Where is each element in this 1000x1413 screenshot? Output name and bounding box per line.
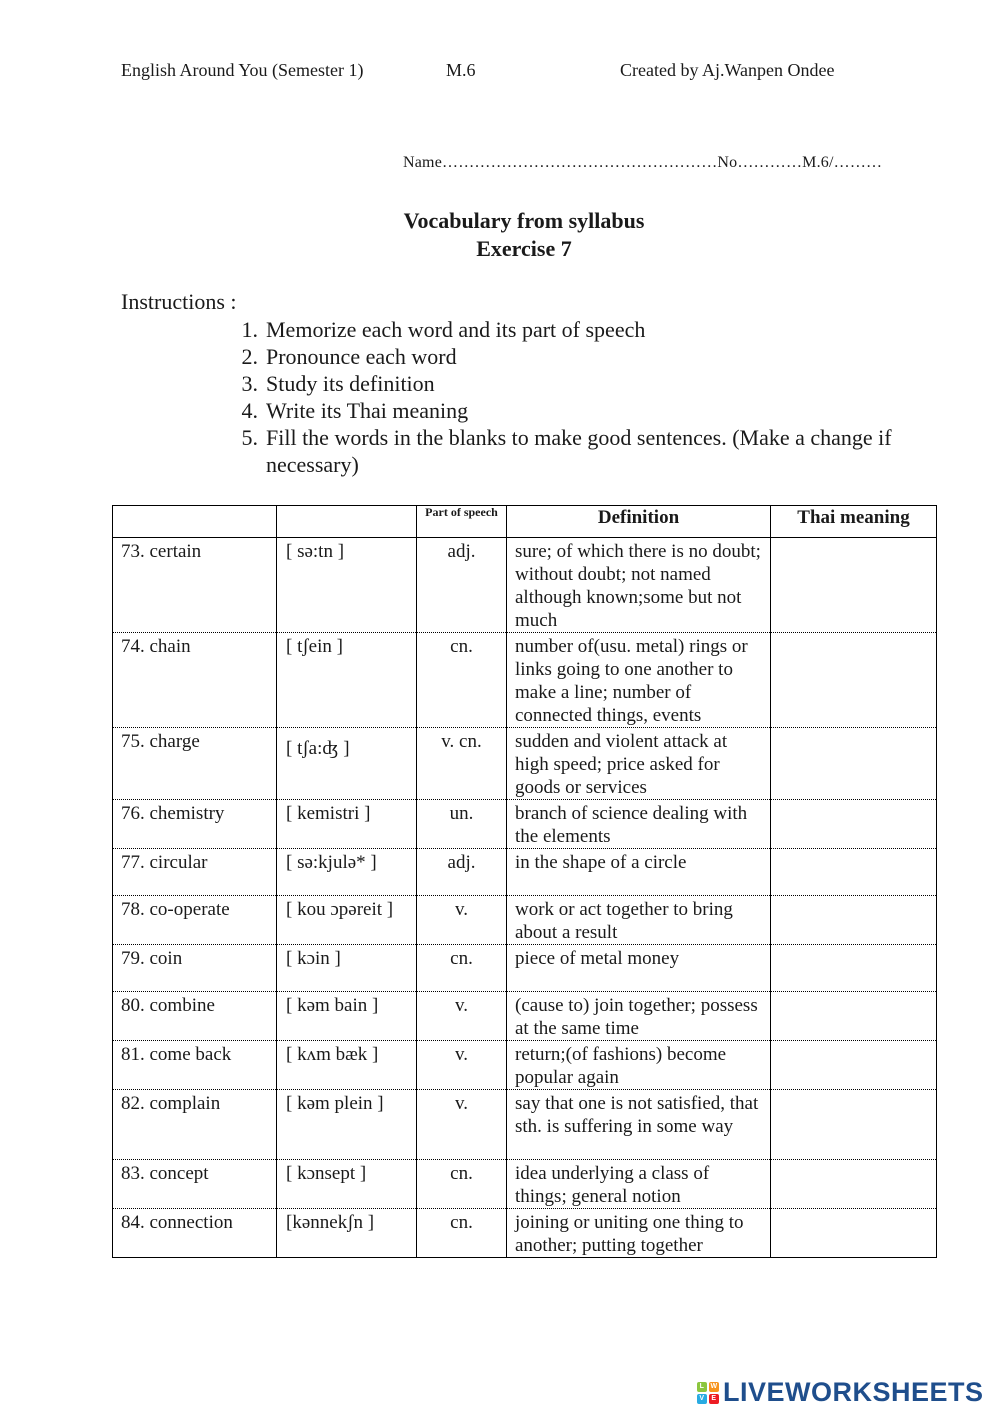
instructions-label: Instructions : (121, 289, 237, 314)
word-cell: 77. circular (113, 849, 277, 896)
word-cell: 75. charge (113, 728, 277, 800)
header-phonetic (277, 506, 417, 538)
part-of-speech-cell: adj. (417, 849, 507, 896)
part-of-speech-cell: adj. (417, 538, 507, 633)
table-row (113, 1209, 937, 1258)
thai-meaning-cell[interactable] (771, 1090, 937, 1160)
header-level: M.6 (446, 60, 476, 80)
table-row (113, 849, 937, 896)
word-cell: 78. co-operate (113, 896, 277, 945)
table-row (113, 633, 937, 728)
phonetic-cell: [ tʃa:ʤ ] (277, 728, 417, 800)
thai-meaning-cell[interactable] (771, 1160, 937, 1209)
instruction-number: 2. (241, 344, 258, 369)
phonetic-cell: [ tʃein ] (277, 633, 417, 728)
word-cell: 74. chain (113, 633, 277, 728)
definition-cell: piece of metal money (507, 945, 771, 992)
logo-mark-letter: L (697, 1382, 707, 1392)
phonetic-cell: [ kəm bain ] (277, 992, 417, 1041)
thai-meaning-cell[interactable] (771, 992, 937, 1041)
header-part-of-speech: Part of speech (417, 506, 507, 538)
logo-mark-letter: E (709, 1394, 719, 1404)
page-subtitle: Exercise 7 (476, 236, 572, 261)
part-of-speech-cell: v. (417, 1041, 507, 1090)
word-cell: 80. combine (113, 992, 277, 1041)
header-course: English Around You (Semester 1) (121, 60, 364, 80)
definition-cell: return;(of fashions) become popular again (507, 1041, 771, 1090)
part-of-speech-cell: cn. (417, 633, 507, 728)
definition-cell: work or act together to bring about a result (507, 896, 771, 945)
liveworksheets-logo-icon (697, 1382, 719, 1404)
instructions-list (232, 316, 932, 478)
table-row (113, 800, 937, 849)
word-cell: 79. coin (113, 945, 277, 992)
header-thai-meaning: Thai meaning (771, 506, 937, 538)
definition-cell: joining or uniting one thing to another; putting together (507, 1209, 771, 1258)
thai-meaning-cell[interactable] (771, 945, 937, 992)
word-cell: 73. certain (113, 538, 277, 633)
instruction-number: 4. (241, 398, 258, 423)
definition-cell: sudden and violent attack at high speed; price asked for goods or services (507, 728, 771, 800)
phonetic-cell: [ kəm plein ] (277, 1090, 417, 1160)
vocabulary-table (112, 505, 937, 1258)
instruction-number: 3. (241, 371, 258, 396)
phonetic-cell: [ sə:kjulə* ] (277, 849, 417, 896)
table-row (113, 728, 937, 800)
thai-meaning-cell[interactable] (771, 538, 937, 633)
header-definition: Definition (507, 506, 771, 538)
instruction-number: 1. (241, 317, 258, 342)
logo-mark-letter: W (710, 1382, 718, 1390)
instruction-item (232, 316, 932, 343)
instruction-text: Study its definition (266, 371, 435, 396)
thai-meaning-cell[interactable] (771, 633, 937, 728)
instruction-item (232, 397, 932, 424)
part-of-speech-cell: cn. (417, 1160, 507, 1209)
instruction-item (232, 343, 932, 370)
table-row (113, 992, 937, 1041)
instruction-text: Pronounce each word (266, 344, 457, 369)
phonetic-cell: [ kɔin ] (277, 945, 417, 992)
word-cell: 83. concept (113, 1160, 277, 1209)
word-cell: 84. connection (113, 1209, 277, 1258)
thai-meaning-cell[interactable] (771, 1209, 937, 1258)
thai-meaning-cell[interactable] (771, 896, 937, 945)
thai-meaning-cell[interactable] (771, 800, 937, 849)
definition-cell: idea underlying a class of things; general notion (507, 1160, 771, 1209)
phonetic-cell: [ sə:tn ] (277, 538, 417, 633)
instruction-item (232, 370, 932, 397)
table-header-row (113, 506, 937, 538)
word-cell: 76. chemistry (113, 800, 277, 849)
thai-meaning-cell[interactable] (771, 1041, 937, 1090)
liveworksheets-logo-text: LIVEWORKSHEETS (723, 1377, 984, 1407)
phonetic-cell: [kənnekʃn ] (277, 1209, 417, 1258)
definition-cell: say that one is not satisfied, that sth. is suffering in some way (507, 1090, 771, 1160)
header-creator: Created by Aj.Wanpen Ondee (620, 60, 835, 80)
header-word (113, 506, 277, 538)
part-of-speech-cell: v. (417, 1090, 507, 1160)
part-of-speech-cell: v. (417, 992, 507, 1041)
table-row (113, 1041, 937, 1090)
name-number-line: Name……………………………………………No…………M.6/……… (403, 154, 883, 171)
definition-cell: branch of science dealing with the elements (507, 800, 771, 849)
part-of-speech-cell: v. (417, 896, 507, 945)
instruction-number: 5. (241, 425, 258, 450)
definition-cell: number of(usu. metal) rings or links going to one another to make a line; number of connected things, events (507, 633, 771, 728)
instruction-text: Memorize each word and its part of speech (266, 317, 646, 342)
thai-meaning-cell[interactable] (771, 849, 937, 896)
definition-cell: sure; of which there is no doubt; without doubt; not named although known;some but not much (507, 538, 771, 633)
page-title: Vocabulary from syllabus (403, 208, 645, 233)
instruction-text: Fill the words in the blanks to make good sentences. (Make a change if necessary) (266, 425, 892, 477)
instruction-text: Write its Thai meaning (266, 398, 469, 423)
word-cell: 82. complain (113, 1090, 277, 1160)
phonetic-cell: [ kɔnsept ] (277, 1160, 417, 1209)
definition-cell: in the shape of a circle (507, 849, 771, 896)
table-row (113, 1090, 937, 1160)
table-row (113, 896, 937, 945)
phonetic-cell: [ kou ɔpəreit ] (277, 896, 417, 945)
part-of-speech-cell: un. (417, 800, 507, 849)
part-of-speech-cell: cn. (417, 945, 507, 992)
liveworksheets-logo[interactable] (697, 1377, 984, 1408)
table-row (113, 945, 937, 992)
table-row (113, 1160, 937, 1209)
part-of-speech-cell: cn. (417, 1209, 507, 1258)
phonetic-cell: [ kʌm bæk ] (277, 1041, 417, 1090)
part-of-speech-cell: v. cn. (417, 728, 507, 800)
phonetic-cell: [ kemistri ] (277, 800, 417, 849)
word-cell: 81. come back (113, 1041, 277, 1090)
definition-cell: (cause to) join together; possess at the same time (507, 992, 771, 1041)
table-row (113, 538, 937, 633)
thai-meaning-cell[interactable] (771, 728, 937, 800)
instruction-item (232, 424, 932, 478)
logo-mark-letter: V (697, 1394, 707, 1404)
